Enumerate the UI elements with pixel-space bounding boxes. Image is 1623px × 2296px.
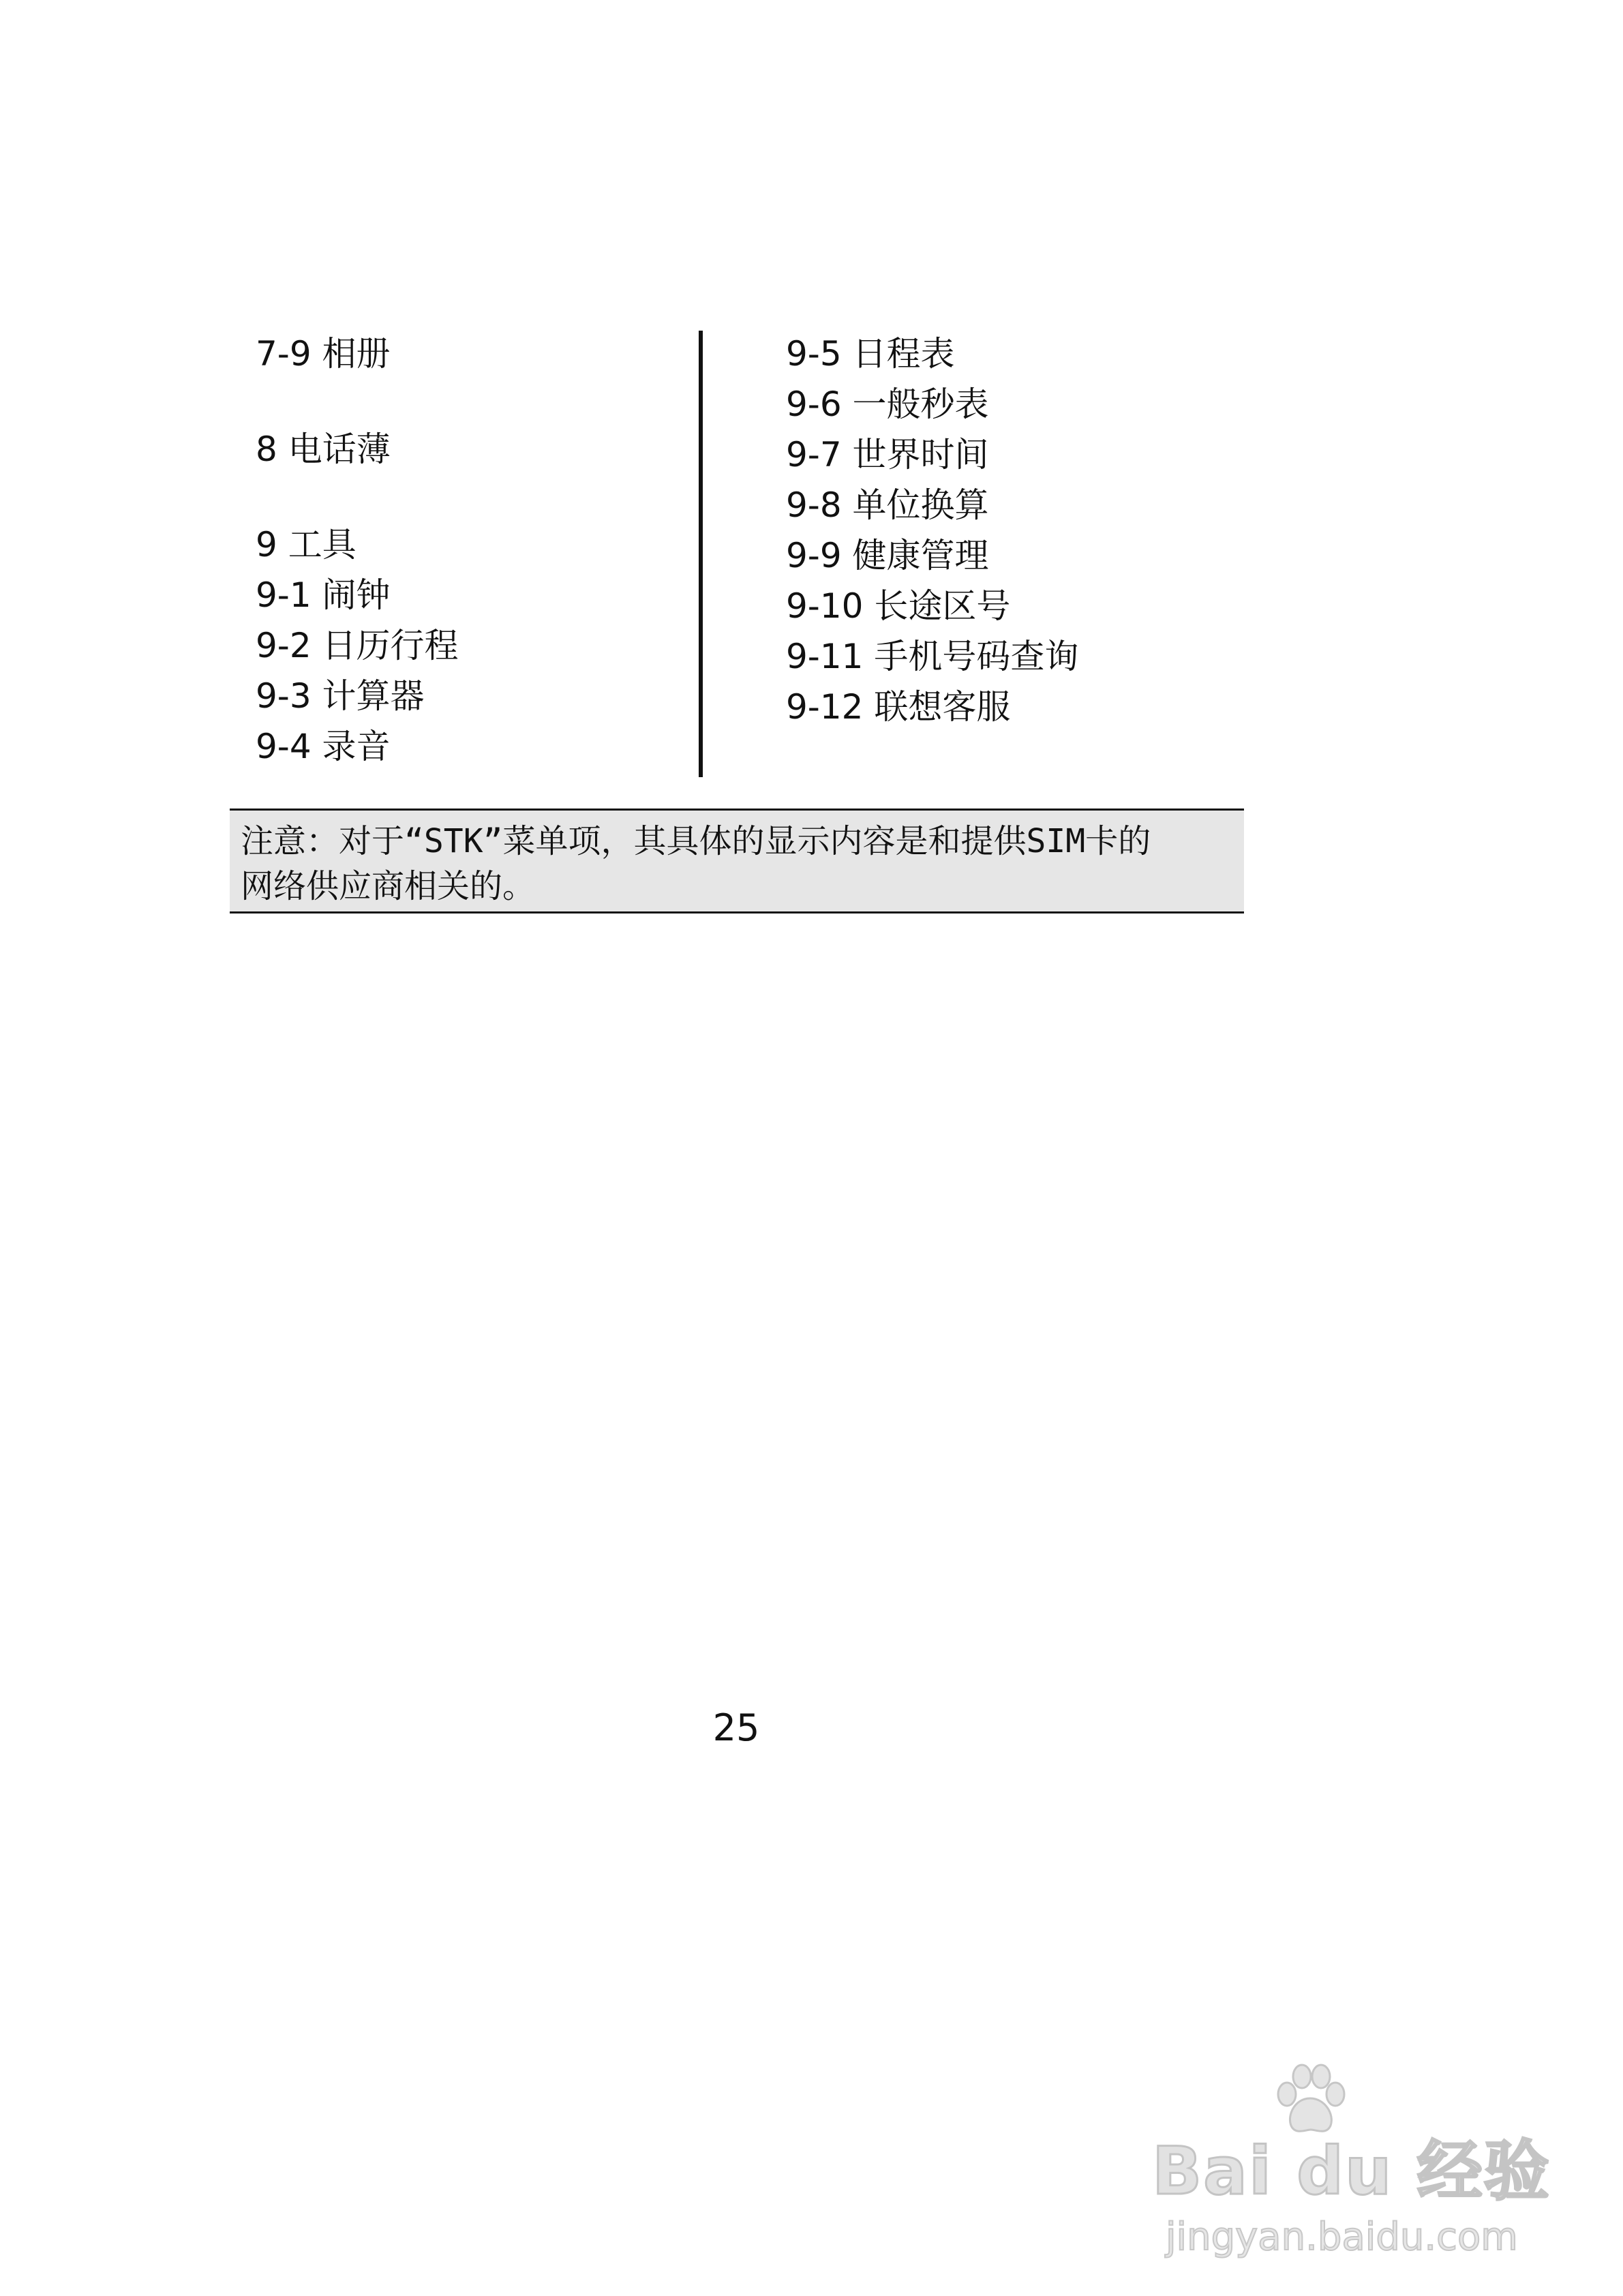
menu-item: 9 工具 xyxy=(256,525,357,564)
menu-item: 9-10 长途区号 xyxy=(786,586,1011,626)
note-line-2: 网络供应商相关的。 xyxy=(241,867,536,905)
column-divider xyxy=(699,331,703,777)
note-box xyxy=(230,809,1244,913)
menu-list-right xyxy=(786,329,1331,732)
menu-item: 9-1 闹钟 xyxy=(256,575,391,615)
page-number: 25 xyxy=(712,1706,760,1749)
menu-item: 9-8 单位换算 xyxy=(786,485,989,525)
watermark-logo: Bai du 经验 xyxy=(1152,2133,1551,2209)
menu-item: 9-7 世界时间 xyxy=(786,435,989,474)
menu-item: 8 电话薄 xyxy=(256,429,391,469)
menu-item: 9-3 计算器 xyxy=(256,676,425,716)
menu-item: 9-6 一般秒表 xyxy=(786,384,989,424)
watermark-url: jingyan.baidu.com xyxy=(1166,2215,1518,2259)
menu-item: 9-2 日历行程 xyxy=(256,626,459,665)
menu-item: 9-11 手机号码查询 xyxy=(786,637,1079,676)
menu-item: 9-4 录音 xyxy=(256,727,391,766)
menu-item: 9-12 联想客服 xyxy=(786,687,1011,727)
menu-item: 9-9 健康管理 xyxy=(786,536,989,575)
baidu-jingyan-watermark xyxy=(1152,2059,1561,2263)
menu-list-left xyxy=(256,329,692,772)
menu-item: 7-9 相册 xyxy=(256,334,391,374)
paw-icon xyxy=(1268,2059,1350,2141)
note-line-1: 注意：对于“STK”菜单项，其具体的显示内容是和提供SIM卡的 xyxy=(241,822,1151,860)
menu-item: 9-5 日程表 xyxy=(786,334,955,374)
